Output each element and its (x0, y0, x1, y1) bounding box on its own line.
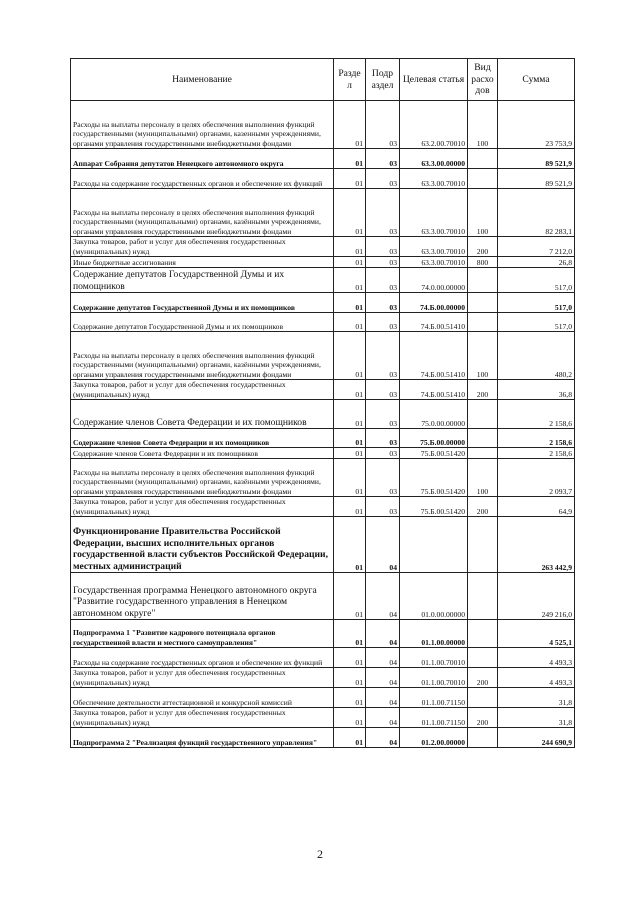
row-article: 01.1.00.71150 (400, 708, 468, 728)
row-sum: 31,8 (498, 688, 575, 708)
row-article: 63.3.00.70010 (400, 189, 468, 237)
row-podrazdel: 03 (366, 169, 400, 189)
row-kind: 100 (468, 459, 498, 497)
row-article (400, 517, 468, 573)
table-row (71, 313, 575, 332)
row-article: 01.2.00.00000 (400, 728, 468, 748)
table-row (71, 400, 575, 429)
row-name: Подпрограмма 2 "Реализация функций государственного управления" (71, 728, 334, 748)
row-razdel: 01 (334, 313, 366, 332)
row-article: 63.3.00.70010 (400, 169, 468, 189)
row-kind (468, 648, 498, 668)
row-name: Расходы на содержание государственных органов и обеспечение их функций (71, 648, 334, 668)
table-body (71, 101, 575, 748)
table-row (71, 380, 575, 400)
page-number: 2 (317, 847, 323, 861)
row-article: 01.1.00.70010 (400, 648, 468, 668)
header-razdel: Разде л (334, 59, 366, 101)
row-sum: 23 753,9 (498, 101, 575, 149)
table-row (71, 237, 575, 257)
row-sum: 89 521,9 (498, 149, 575, 169)
row-kind (468, 149, 498, 169)
row-sum: 249 216,0 (498, 573, 575, 620)
row-kind (468, 573, 498, 620)
header-sum: Сумма (498, 59, 575, 101)
row-article: 74.Б.00.51410 (400, 313, 468, 332)
row-kind (468, 400, 498, 429)
row-sum: 2 093,7 (498, 459, 575, 497)
row-kind (468, 728, 498, 748)
row-podrazdel: 03 (366, 380, 400, 400)
row-kind (468, 429, 498, 448)
row-article: 74.0.00.00000 (400, 268, 468, 293)
row-kind (468, 268, 498, 293)
row-kind: 200 (468, 497, 498, 517)
row-kind (468, 688, 498, 708)
row-article: 74.Б.00.51410 (400, 380, 468, 400)
row-article: 01.1.00.00000 (400, 620, 468, 648)
row-article: 01.1.00.70010 (400, 668, 468, 688)
header-article: Целевая статья (400, 59, 468, 101)
row-sum: 82 283,1 (498, 189, 575, 237)
row-name: Содержание членов Совета Федерации и их помощников (71, 400, 334, 429)
row-podrazdel: 04 (366, 668, 400, 688)
table-row (71, 101, 575, 149)
row-name: Закупка товаров, работ и услуг для обеспечения государственных (муниципальных) нужд (71, 668, 334, 688)
row-article: 75.Б.00.51420 (400, 448, 468, 459)
row-kind (468, 517, 498, 573)
row-podrazdel: 04 (366, 708, 400, 728)
table-row (71, 517, 575, 573)
row-sum: 517,0 (498, 313, 575, 332)
row-kind: 200 (468, 380, 498, 400)
row-sum: 64,9 (498, 497, 575, 517)
table-row (71, 293, 575, 313)
row-name: Обеспечение деятельности аттестационной и конкурсной комиссий (71, 688, 334, 708)
row-name: Закупка товаров, работ и услуг для обеспечения государственных (муниципальных) нужд (71, 380, 334, 400)
row-razdel: 01 (334, 169, 366, 189)
table-row (71, 257, 575, 268)
table-row (71, 573, 575, 620)
table-row (71, 169, 575, 189)
row-sum: 2 158,6 (498, 448, 575, 459)
row-name: Содержание членов Совета Федерации и их помощников (71, 448, 334, 459)
row-razdel: 01 (334, 708, 366, 728)
table-row (71, 728, 575, 748)
row-razdel: 01 (334, 573, 366, 620)
row-razdel: 01 (334, 497, 366, 517)
row-sum: 517,0 (498, 268, 575, 293)
row-sum: 89 521,9 (498, 169, 575, 189)
row-sum: 517,0 (498, 293, 575, 313)
row-podrazdel: 03 (366, 149, 400, 169)
row-name: Расходы на содержание государственных органов и обеспечение их функций (71, 169, 334, 189)
row-sum: 4 525,1 (498, 620, 575, 648)
row-podrazdel: 04 (366, 573, 400, 620)
row-kind: 200 (468, 237, 498, 257)
row-razdel: 01 (334, 400, 366, 429)
row-razdel: 01 (334, 293, 366, 313)
row-podrazdel: 03 (366, 497, 400, 517)
row-name: Функционирование Правительства Российской Федерации, высших исполнительных органов государственной власти субъектов Российской Федерации, местных администраций (71, 517, 334, 573)
row-article: 74.Б.00.00000 (400, 293, 468, 313)
table-row (71, 648, 575, 668)
row-article: 63.3.00.00000 (400, 149, 468, 169)
row-article: 63.2.00.70010 (400, 101, 468, 149)
row-podrazdel: 04 (366, 517, 400, 573)
row-article: 74.Б.00.51410 (400, 332, 468, 380)
row-sum: 263 442,9 (498, 517, 575, 573)
header-kind: Вид расхо дов (468, 59, 498, 101)
row-name: Расходы на выплаты персоналу в целях обеспечения выполнения функций государственными (муниципальными) органами, казёнными учреждениями, органами управления государственными внебюджетными фондами (71, 332, 334, 380)
row-podrazdel: 03 (366, 189, 400, 237)
row-razdel: 01 (334, 688, 366, 708)
row-razdel: 01 (334, 332, 366, 380)
row-sum: 480,2 (498, 332, 575, 380)
row-kind: 100 (468, 101, 498, 149)
row-podrazdel: 03 (366, 313, 400, 332)
row-podrazdel: 04 (366, 688, 400, 708)
row-podrazdel: 03 (366, 448, 400, 459)
table-row (71, 189, 575, 237)
row-podrazdel: 04 (366, 648, 400, 668)
row-kind: 800 (468, 257, 498, 268)
table-row (71, 332, 575, 380)
row-name: Содержание членов Совета Федерации и их помощников (71, 429, 334, 448)
row-podrazdel: 03 (366, 237, 400, 257)
row-razdel: 01 (334, 380, 366, 400)
table-row (71, 429, 575, 448)
row-kind (468, 620, 498, 648)
table-row (71, 268, 575, 293)
header-name: Наименование (71, 59, 334, 101)
table-row (71, 448, 575, 459)
table-row (71, 620, 575, 648)
row-razdel: 01 (334, 257, 366, 268)
row-name: Содержание депутатов Государственной Думы и их помощников (71, 313, 334, 332)
row-sum: 26,8 (498, 257, 575, 268)
row-sum: 2 158,6 (498, 429, 575, 448)
row-name: Аппарат Собрания депутатов Ненецкого автономного округа (71, 149, 334, 169)
row-podrazdel: 03 (366, 332, 400, 380)
row-podrazdel: 03 (366, 268, 400, 293)
row-razdel: 01 (334, 189, 366, 237)
row-name: Закупка товаров, работ и услуг для обеспечения государственных (муниципальных) нужд (71, 497, 334, 517)
row-podrazdel: 04 (366, 620, 400, 648)
row-sum: 4 493,3 (498, 648, 575, 668)
table-row (71, 688, 575, 708)
row-name: Расходы на выплаты персоналу в целях обеспечения выполнения функций государственными (муниципальными) органами, казёнными учреждениями, органами управления государственными внебюджетными фондами (71, 189, 334, 237)
row-name: Закупка товаров, работ и услуг для обеспечения государственных (муниципальных) нужд (71, 708, 334, 728)
row-kind: 200 (468, 668, 498, 688)
row-razdel: 01 (334, 620, 366, 648)
row-razdel: 01 (334, 517, 366, 573)
row-kind (468, 293, 498, 313)
row-article: 75.Б.00.51420 (400, 459, 468, 497)
row-razdel: 01 (334, 429, 366, 448)
row-name: Закупка товаров, работ и услуг для обеспечения государственных (муниципальных) нужд (71, 237, 334, 257)
table-row (71, 497, 575, 517)
row-article: 75.0.00.00000 (400, 400, 468, 429)
row-kind (468, 448, 498, 459)
row-name: Государственная программа Ненецкого автономного округа "Развитие государственного управления в Ненецком автономном округе" (71, 573, 334, 620)
row-kind: 100 (468, 332, 498, 380)
row-razdel: 01 (334, 459, 366, 497)
row-sum: 7 212,0 (498, 237, 575, 257)
table-row (71, 668, 575, 688)
table-row (71, 149, 575, 169)
row-kind: 100 (468, 189, 498, 237)
row-sum: 31,8 (498, 708, 575, 728)
row-name: Содержание депутатов Государственной Думы и их помощников (71, 293, 334, 313)
row-article: 01.1.00.71150 (400, 688, 468, 708)
row-name: Иные бюджетные ассигнования (71, 257, 334, 268)
row-razdel: 01 (334, 668, 366, 688)
row-razdel: 01 (334, 648, 366, 668)
row-article: 75.Б.00.00000 (400, 429, 468, 448)
row-article: 01.0.00.00000 (400, 573, 468, 620)
row-podrazdel: 03 (366, 429, 400, 448)
row-razdel: 01 (334, 237, 366, 257)
row-name: Расходы на выплаты персоналу в целях обеспечения выполнения функций государственными (муниципальными) органами, казёнными учреждениями, органами управления государственными внебюджетными фондами (71, 459, 334, 497)
row-razdel: 01 (334, 448, 366, 459)
table-row (71, 459, 575, 497)
row-sum: 4 493,3 (498, 668, 575, 688)
row-sum: 244 690,9 (498, 728, 575, 748)
row-sum: 36,8 (498, 380, 575, 400)
row-podrazdel: 03 (366, 459, 400, 497)
row-kind: 200 (468, 708, 498, 728)
row-sum: 2 158,6 (498, 400, 575, 429)
row-razdel: 01 (334, 101, 366, 149)
table-row (71, 708, 575, 728)
budget-table (70, 58, 575, 748)
row-podrazdel: 04 (366, 728, 400, 748)
row-razdel: 01 (334, 728, 366, 748)
row-podrazdel: 03 (366, 400, 400, 429)
row-podrazdel: 03 (366, 101, 400, 149)
row-article: 75.Б.00.51420 (400, 497, 468, 517)
row-article: 63.3.00.70010 (400, 237, 468, 257)
row-razdel: 01 (334, 268, 366, 293)
row-name: Расходы на выплаты персоналу в целях обеспечения выполнения функций государственными (муниципальными) органами, казенными учреждениями, органами управления государственными внебюджетными фондами (71, 101, 334, 149)
row-article: 63.3.00.70010 (400, 257, 468, 268)
row-name: Подпрограмма 1 "Развитие кадрового потенциала органов государственной власти и местного самоуправления" (71, 620, 334, 648)
row-razdel: 01 (334, 149, 366, 169)
row-podrazdel: 03 (366, 293, 400, 313)
row-name: Содержание депутатов Государственной Думы и их помощников (71, 268, 334, 293)
header-podrazdel: Подр аздел (366, 59, 400, 101)
header-row (71, 59, 575, 101)
row-podrazdel: 03 (366, 257, 400, 268)
row-kind (468, 169, 498, 189)
table-header (71, 59, 575, 101)
row-kind (468, 313, 498, 332)
